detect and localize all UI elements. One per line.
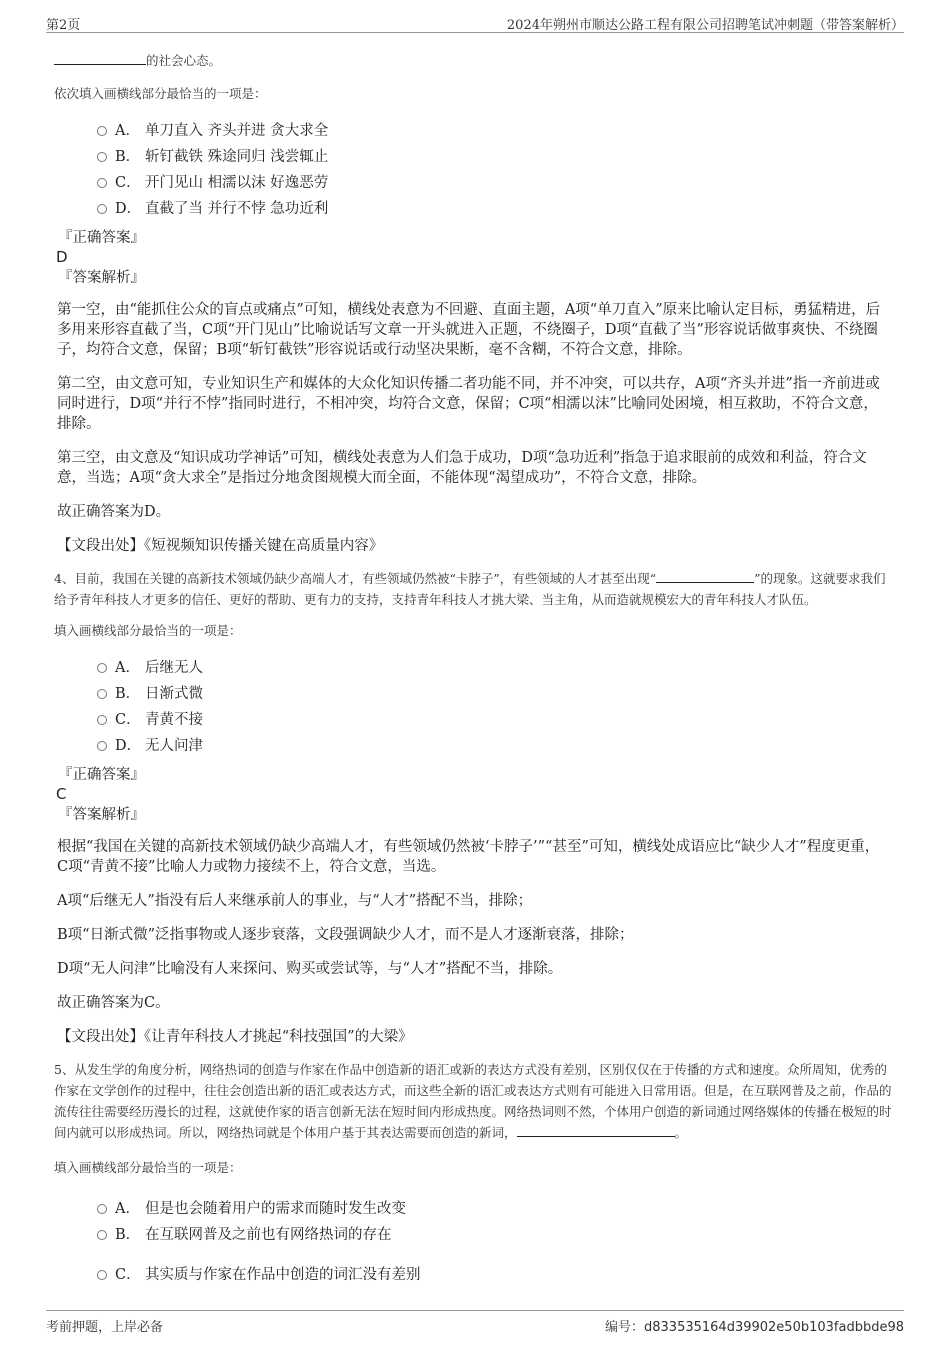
- q4-option-c[interactable]: C． 青黄不接: [54, 707, 894, 733]
- q3-analysis: [54, 300, 894, 522]
- analysis-paragraph: A项“后继无人”指没有后人来继承前人的事业，与“人才”搭配不当，排除；: [57, 893, 533, 909]
- fill-blank: [517, 1124, 675, 1137]
- radio-button[interactable]: [97, 715, 107, 725]
- analysis-paragraph: D项“无人问津”比喻没有人来探问、购买或尝试等，与“人才”搭配不当，排除。: [57, 961, 563, 977]
- q4-analysis: [54, 837, 894, 1013]
- q3-options: [54, 118, 894, 222]
- radio-button[interactable]: [97, 1270, 107, 1280]
- fill-blank: [54, 52, 146, 65]
- radio-button[interactable]: [97, 152, 107, 162]
- q4-prompt: 填入画横线部分最恰当的一项是：: [54, 623, 242, 638]
- radio-button[interactable]: [97, 741, 107, 751]
- q5-option-b[interactable]: B． 在互联网普及之前也有网络热词的存在: [54, 1222, 894, 1248]
- q5-stem: 5、从发生学的角度分析，网络热词的创造与作家在作品中创造新的语汇或新的表达方式没有差别，区别仅仅在于传播的方式和速度。众所周知，优秀的作家在文学创作的过程中，往往会创造出新的语汇或表达方式，而这些全新的语汇或表达方式则有可能进入日常用语。但是，在互联网普及之前，作品的流传往往需要经历漫长的过程，这就使作家的语言创新无法在短时间内形成热度。网络热词则不然，个体用户创造的新词通过网络媒体的传播在极短的时间内就可以形成热词。所以，网络热词就是个体用户基于其表达需要而创造的新词， 。: [54, 1062, 892, 1140]
- analysis-paragraph: 第三空，由文意及“知识成功学神话”可知，横线处表意为人们急于成功，D项“急功近利”指急于追求眼前的成效和利益，符合文意，当选；A项“贪大求全”是指过分地贪图规模大而全面，不能体现“渴望成功”，不符合文意，排除。: [57, 450, 867, 486]
- q5-option-c[interactable]: C． 其实质与作家在作品中创造的词汇没有差别: [54, 1262, 894, 1288]
- q3-option-c[interactable]: C． 开门见山 相濡以沫 好逸恶劳: [54, 170, 894, 196]
- q3-prompt: 依次填入画横线部分最恰当的一项是：: [54, 86, 267, 101]
- radio-button[interactable]: [97, 204, 107, 214]
- page-header: [46, 10, 904, 33]
- q4-options: [54, 655, 894, 759]
- q5-prompt: 填入画横线部分最恰当的一项是：: [54, 1160, 242, 1175]
- q3-option-d[interactable]: D． 直截了当 并行不悖 急功近利: [54, 196, 894, 222]
- q4-option-a[interactable]: A． 后继无人: [54, 655, 894, 681]
- q3-analysis-label: 『答案解析』: [58, 270, 145, 286]
- q3-stem-tail: 的社会心态。: [54, 50, 894, 71]
- radio-button[interactable]: [97, 126, 107, 136]
- page-number: 第2页: [46, 18, 81, 33]
- analysis-paragraph: 根据“我国在关键的高新技术领域仍缺少高端人才，有些领域仍然被‘卡脖子’”“甚至”可知，横线处成语应比“缺少人才”程度更重，C项“青黄不接”比喻人力或物力接续不上，符合文意，当选。: [57, 839, 880, 875]
- document-body: [54, 48, 894, 1288]
- q3-option-a[interactable]: A． 单刀直入 齐头并进 贪大求全: [54, 118, 894, 144]
- analysis-conclusion: 故正确答案为C。: [57, 995, 170, 1011]
- radio-button[interactable]: [97, 689, 107, 699]
- q5-options: [54, 1196, 894, 1288]
- analysis-paragraph: 第一空，由“能抓住公众的盲点或痛点”可知，横线处表意为不回避、直面主题，A项“单刀直入”原来比喻认定目标，勇猛精进，后多用来形容直截了当，C项“开门见山”比喻说话写文章一开头就进入正题，不绕圈子，D项“直截了当”形容说话做事爽快、不绕圈子，均符合文意，保留；B项“斩钉截铁”形容说话或行动坚决果断，毫不含糊，不符合文意，排除。: [57, 302, 881, 358]
- radio-button[interactable]: [97, 1204, 107, 1214]
- analysis-conclusion: 故正确答案为D。: [57, 504, 171, 520]
- q4-option-b[interactable]: B． 日渐式微: [54, 681, 894, 707]
- analysis-paragraph: 第二空，由文意可知，专业知识生产和媒体的大众化知识传播二者功能不同，并不冲突，可以共存，A项“齐头并进”指一齐前进或同时进行，D项“并行不悖”指同时进行，不相冲突，均符合文意，保留；C项“相濡以沫”比喻同处困境，相互救助，不符合文意，排除。: [57, 376, 880, 432]
- analysis-paragraph: B项“日渐式微”泛指事物或人逐步衰落，文段强调缺少人才，而不是人才逐渐衰落，排除；: [57, 927, 634, 943]
- radio-button[interactable]: [97, 663, 107, 673]
- q3-source: 【文段出处】《短视频知识传播关键在高质量内容》: [57, 538, 384, 554]
- page-footer: [46, 1310, 904, 1333]
- q4-answer: C: [56, 785, 67, 803]
- q3-answer: D: [56, 248, 68, 266]
- fill-blank: [656, 570, 754, 583]
- q4-analysis-label: 『答案解析』: [58, 807, 145, 823]
- q4-stem: 4、目前，我国在关键的高新技术领域仍缺少高端人才，有些领域仍然被“卡脖子”，有些领域的人才甚至出现“ ”的现象。这就要求我们给予青年科技人才更多的信任、更好的帮助、更有力的支持，支持青年科技人才挑大梁、当主角，从而造就规模宏大的青年科技人才队伍。: [54, 571, 886, 607]
- radio-button[interactable]: [97, 1230, 107, 1240]
- q3-answer-label: 『正确答案』: [58, 230, 145, 246]
- q4-answer-label: 『正确答案』: [58, 767, 145, 783]
- q3-option-b[interactable]: B． 斩钉截铁 殊途同归 浅尝辄止: [54, 144, 894, 170]
- q4-source: 【文段出处】《让青年科技人才挑起“科技强国”的大梁》: [57, 1029, 413, 1045]
- document-title: 2024年朔州市顺达公路工程有限公司招聘笔试冲刺题（带答案解析）: [506, 18, 904, 33]
- footer-slogan: 考前押题，上岸必备: [46, 1320, 164, 1335]
- radio-button[interactable]: [97, 178, 107, 188]
- document-code: 编号：d833535164d39902e50b103fadbbde98: [604, 1320, 904, 1335]
- q5-option-a[interactable]: A． 但是也会随着用户的需求而随时发生改变: [54, 1196, 894, 1222]
- q4-option-d[interactable]: D． 无人问津: [54, 733, 894, 759]
